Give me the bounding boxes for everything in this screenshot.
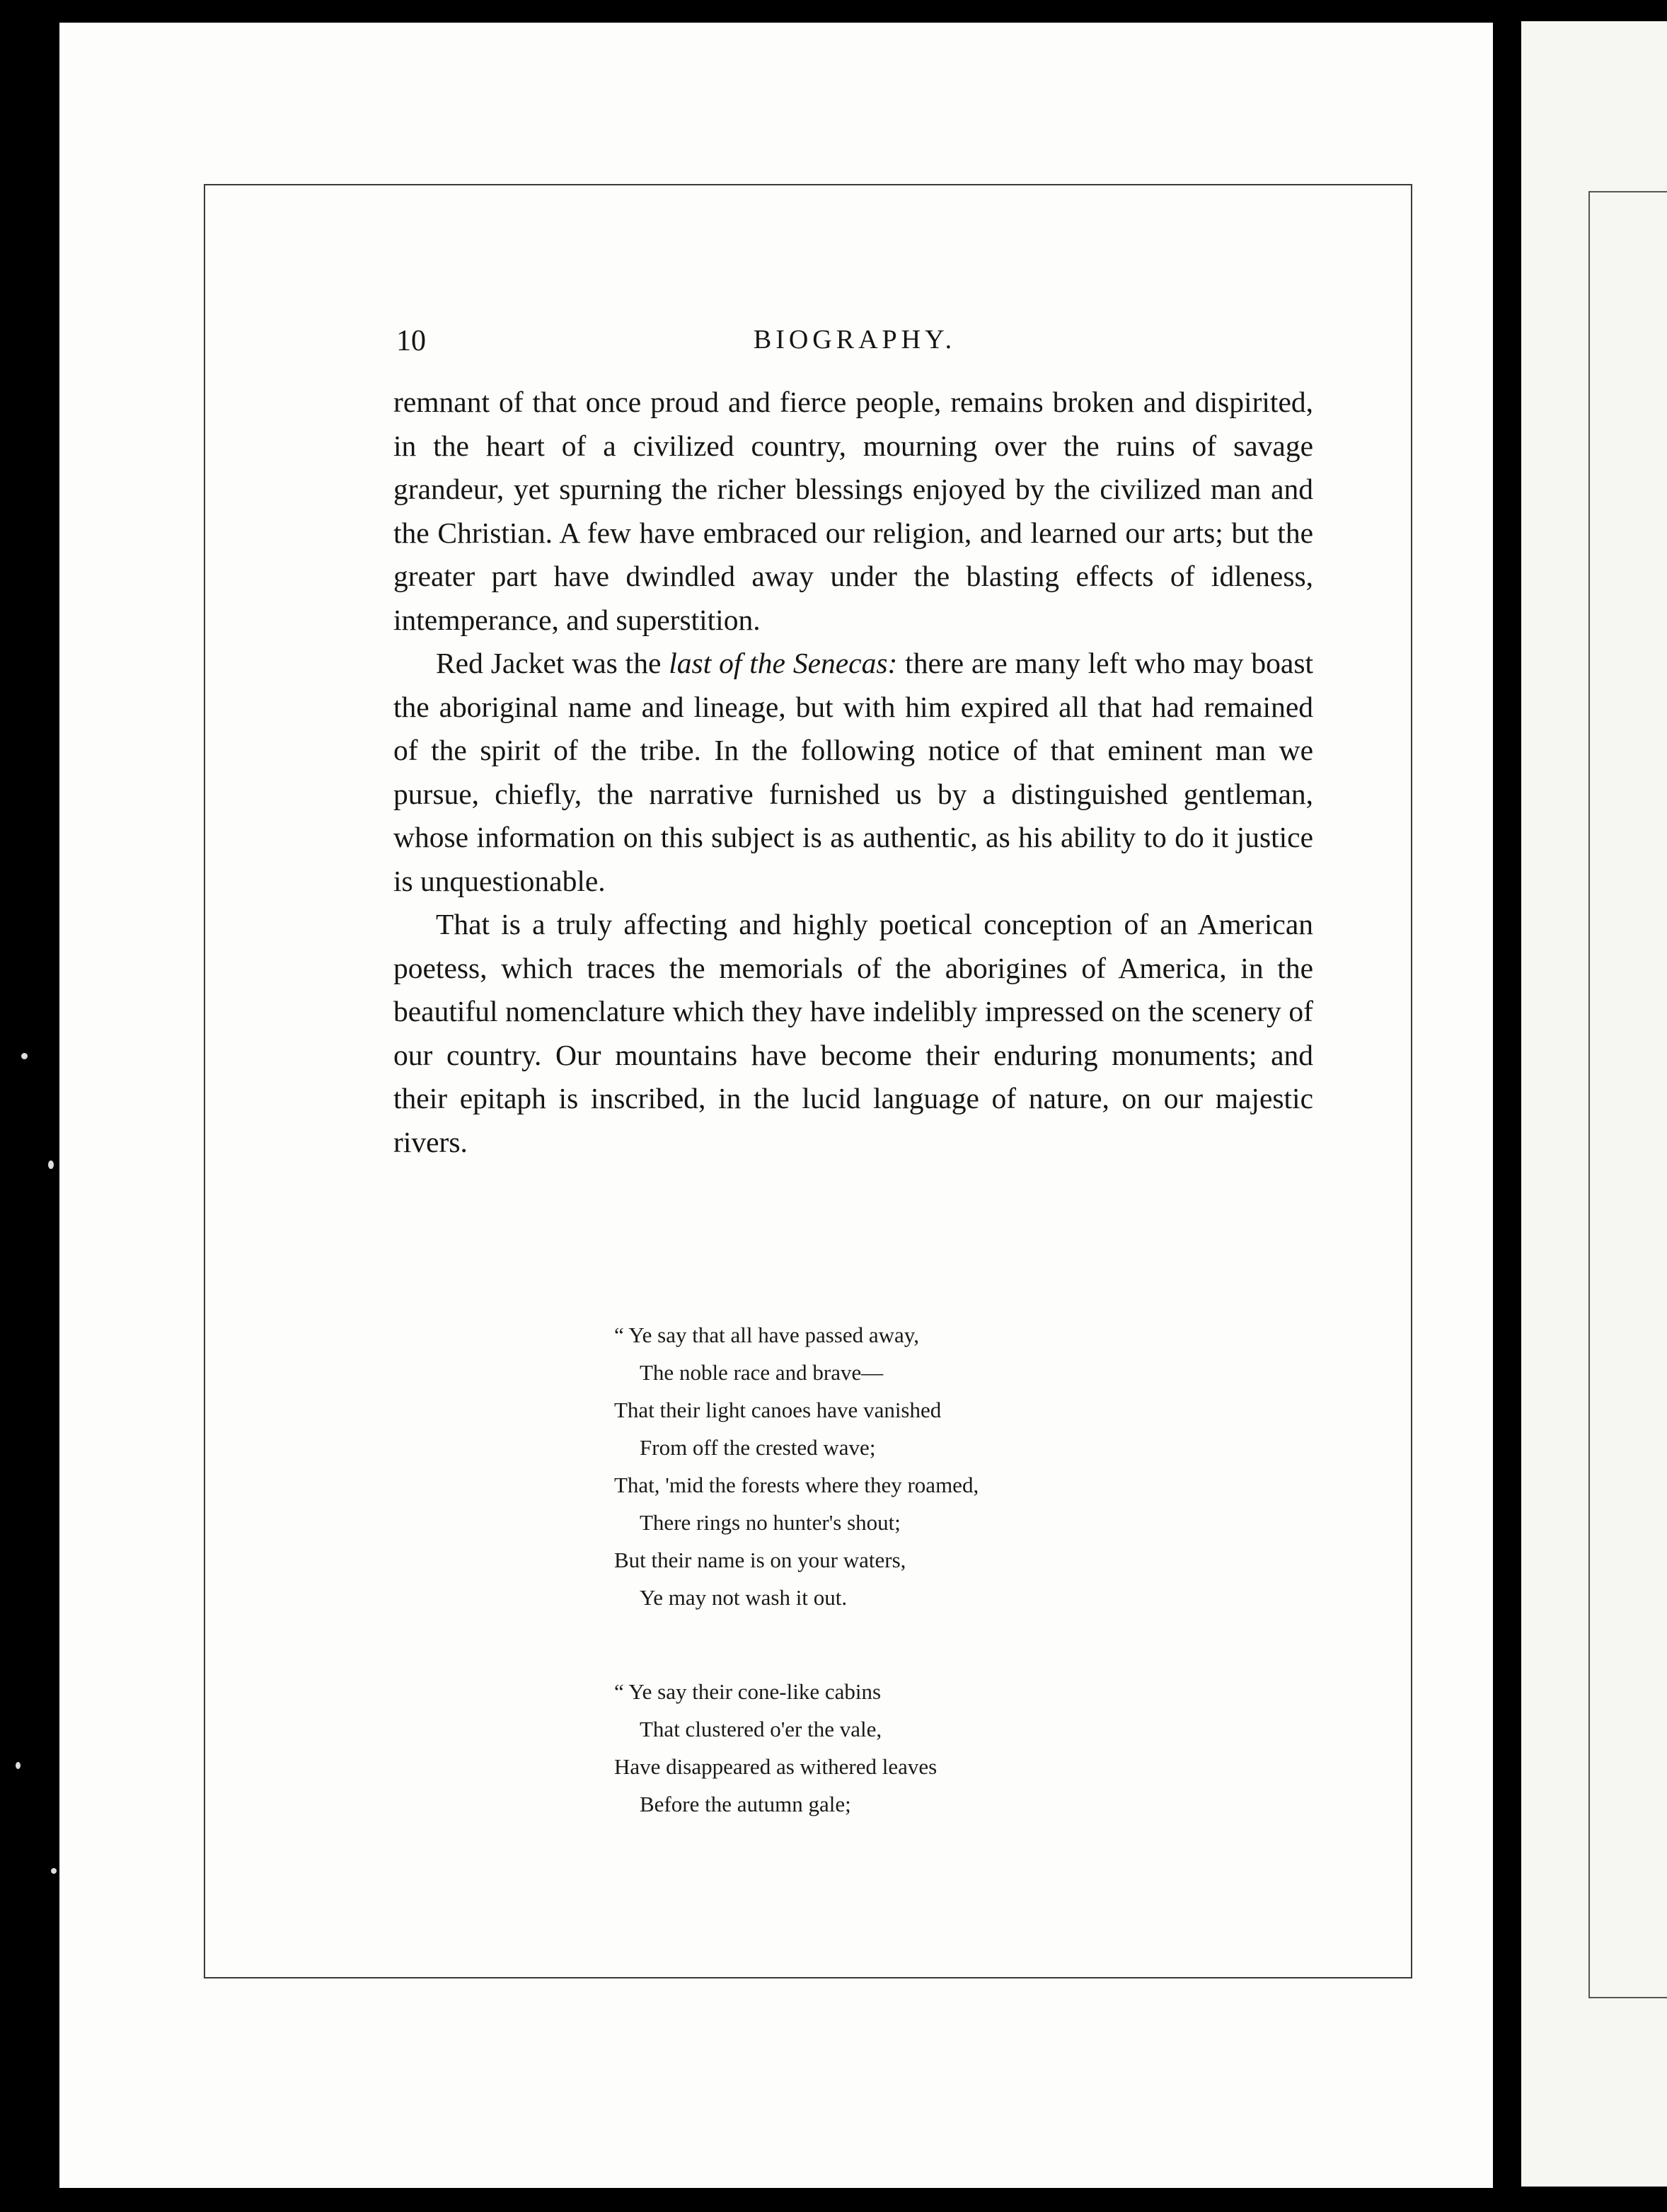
paragraph-text: there are many left who may boast the aboriginal name and lineage, but with him expired all that had remained of the spirit of the tribe. In the following notice of that eminent man we pursue, chiefly, the narrative furnished us by a distinguished gentleman, whose information on this subject is as authentic, as his ability to do it justice is unquestionable. [393,647,1313,897]
poem-line: But their name is on your waters, [614,1548,906,1572]
scan-speck [16,1762,21,1769]
poem-line: “ Ye say that all have passed away, [614,1323,920,1347]
scan-speck [48,1160,54,1169]
poem-stanza [614,1316,1152,1616]
poem-line: From off the crested wave; [640,1435,876,1460]
paragraph: remnant of that once proud and fierce people, remains broken and dispirited, in the heart of a civilized country, mourning over the ruins of savage grandeur, yet spurning the richer blessings enjoyed by the civilized man and the Christian. A few have embraced our religion, and learned our arts; but the greater part have dwindled away under the blasting effects of idleness, intemperance, and superstition. [393,386,1313,636]
body-text [393,381,1313,1164]
poem-line: Have disappeared as withered leaves [614,1754,938,1779]
italic-phrase: last of the Senecas: [669,647,898,679]
poem-line: “ Ye say their cone-like cabins [614,1679,882,1704]
running-head [396,324,1313,367]
scan-speck [51,1868,57,1874]
paragraph [393,642,1313,903]
poem-line: The noble race and brave— [640,1360,884,1385]
poem-line: Before the autumn gale; [640,1792,851,1816]
paragraph-text: Red Jacket was the [436,647,669,679]
poem-line: That their light canoes have vanished [614,1398,942,1422]
facing-page-edge [1521,21,1667,2187]
poem-line: That clustered o'er the vale, [640,1717,882,1741]
poem-line: Ye may not wash it out. [640,1585,848,1610]
poem-stanza [614,1673,1152,1823]
poem-line: That, 'mid the forests where they roamed, [614,1473,979,1497]
poem-line: There rings no hunter's shout; [640,1510,901,1535]
running-title: BIOGRAPHY. [753,325,957,355]
facing-page-frame [1588,191,1667,1998]
page-number: 10 [396,325,426,357]
paragraph: That is a truly affecting and highly poetical conception of an American poetess, which traces the memorials of the aborigines of America, in the beautiful nomenclature which they have indelibly impressed on the scenery of our country. Our mountains have become their enduring monuments; and their epitaph is inscribed, in the lucid language of nature, on our majestic rivers. [393,908,1313,1158]
scan-speck [21,1053,28,1059]
